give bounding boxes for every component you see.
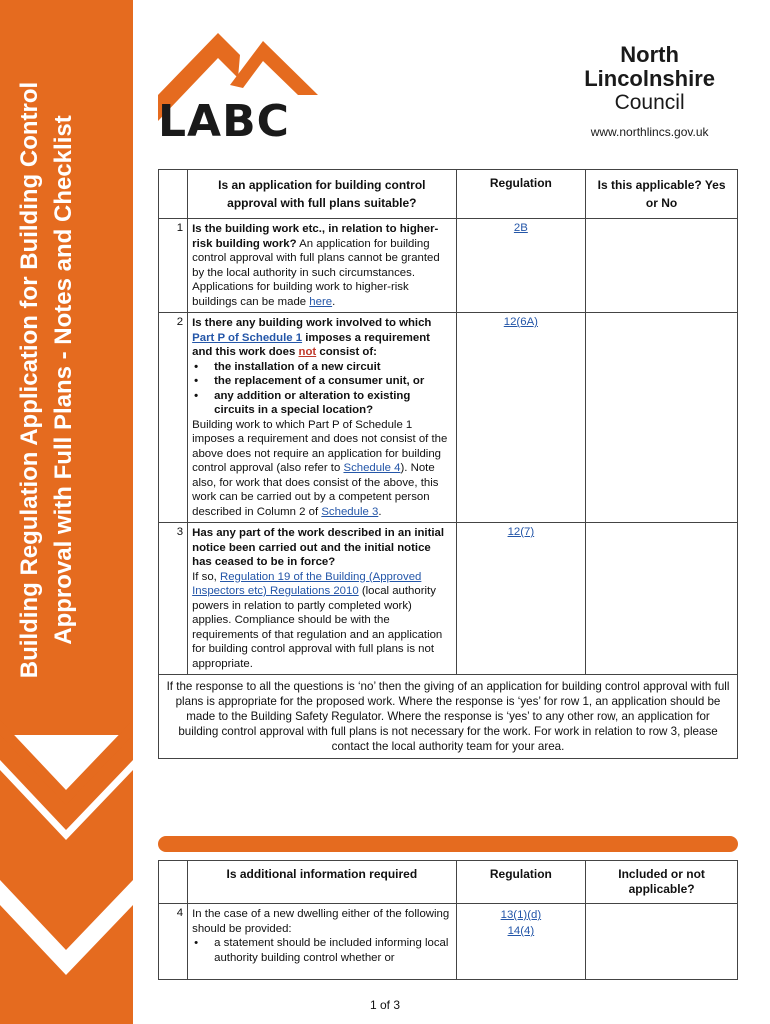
header-num-cell [159,861,188,904]
sidebar-title-line2: Approval with Full Plans - Notes and Checklist [50,115,77,645]
bullet-list [192,360,451,418]
row-regulation [456,523,586,675]
row-question [188,313,456,523]
row-regulation [456,904,586,980]
header-regulation: Regulation [456,861,586,904]
table-row [159,904,738,980]
row-number: 1 [159,219,188,313]
list-item: • any addition or alteration to existing circuits in a special location? [192,389,451,418]
sidebar-title [13,20,123,740]
table-footer-note: If the response to all the questions is ‘no’ then the giving of an application for building control approval with full plans is appropriate for the proposed work. Where the response is ‘yes’ for row 1, an application should be made to the Building Safety Regulator. Where the response is ‘yes’ to any other row, an application for building control approval with full plans is not necessary for the work. For work in relation to row 3, please contact the local authority team for your area. [159,675,738,759]
regulation-link[interactable]: 12(7) [507,526,535,538]
row-regulation [456,313,586,523]
section-divider [158,836,738,852]
here-link[interactable]: here [309,295,333,308]
included-answer-cell[interactable] [586,904,738,980]
not-emphasis: not [298,346,317,358]
labc-logo-text: LABC [158,96,290,147]
header-applicable: Is this applicable? Yes or No [586,170,738,219]
question-bold-c: consist of: [316,346,377,358]
table-header-row [159,170,738,219]
council-name-line3: Council [614,91,685,114]
question-tail: . [332,295,336,308]
applicable-answer-cell[interactable] [586,313,738,523]
sidebar-banner [0,0,133,1024]
council-name-line2: Lincolnshire [584,66,715,91]
row-question [188,904,456,980]
table-header-row [159,861,738,904]
question-text: An application for building control approval with full plans cannot be granted by the local authority in such circumstances. Applications for building work to higher-risk buildings can be made [192,237,440,308]
council-logo [584,43,715,139]
row-question [188,219,456,313]
question-bold: Has any part of the work described in an initial notice been carried out and the initial notice has ceased to be in force? [192,527,445,568]
header-num-cell [159,170,188,219]
regulation-link[interactable]: 2B [513,222,528,234]
regulation-link[interactable]: 12(6A) [503,316,538,328]
regulation-19-link[interactable]: Regulation 19 of the Building (Approved Inspectors etc) Regulations 2010 [192,570,422,597]
question-text-a: Building work to which Part P of Schedule 1 imposes a requirement and does not consist of the above does not require an application for building control approval (also refer to [192,418,448,474]
question-bold-b: imposes a requirement and this work does [192,331,430,358]
row-regulation [456,219,586,313]
bullet-list [192,936,451,965]
council-url[interactable]: www.northlincs.gov.uk [590,125,709,139]
applicable-answer-cell[interactable] [586,523,738,675]
list-item: • the replacement of a consumer unit, or [192,374,451,389]
question-bold: Is the building work etc., in relation to higher-risk building work? [192,223,439,250]
table-row [159,523,738,675]
regulation-link[interactable]: 13(1)(d) [500,909,542,921]
list-item: • the installation of a new circuit [192,360,451,375]
question-tail: . [378,505,382,518]
table-row [159,313,738,523]
row-number: 4 [159,904,188,980]
schedule-4-link[interactable]: Schedule 4 [343,462,401,474]
question-text-b: (local authority powers in relation to partly completed work) applies. Compliance should be with the requirements of that regulation and an application for building control approval with full plans is not appropriate. [192,585,443,670]
additional-info-table [158,860,738,980]
table-footer-row [159,675,738,759]
council-name-line1: North [620,42,679,67]
row-number: 2 [159,313,188,523]
question-text: In the case of a new dwelling either of the following should be provided: [192,908,450,935]
schedule-3-link[interactable]: Schedule 3 [321,505,379,518]
sidebar-title-line1: Building Regulation Application for Building Control [16,81,43,679]
list-item: • a statement should be included informing local authority building control whether or [192,936,451,965]
page-number: 1 of 3 [369,998,401,1012]
applicable-answer-cell[interactable] [586,219,738,313]
row-number: 3 [159,523,188,675]
table-row [159,219,738,313]
question-text-a: If so, [192,570,220,583]
question-bold-a: Is there any building work involved to which [192,317,432,329]
row-question [188,523,456,675]
regulation-link[interactable]: 14(4) [507,925,535,937]
question-text-b: ). Note also, for work that does consist of the above, this work can be carried out by a competent person described in Column 2 of [192,462,439,518]
header-regulation: Regulation [456,170,586,219]
header-question: Is additional information required [188,861,456,904]
suitability-table [158,169,738,759]
header-question: Is an application for building control approval with full plans suitable? [188,170,456,219]
part-p-link[interactable]: Part P of Schedule 1 [192,331,303,344]
header-included: Included or not applicable? [586,861,738,904]
